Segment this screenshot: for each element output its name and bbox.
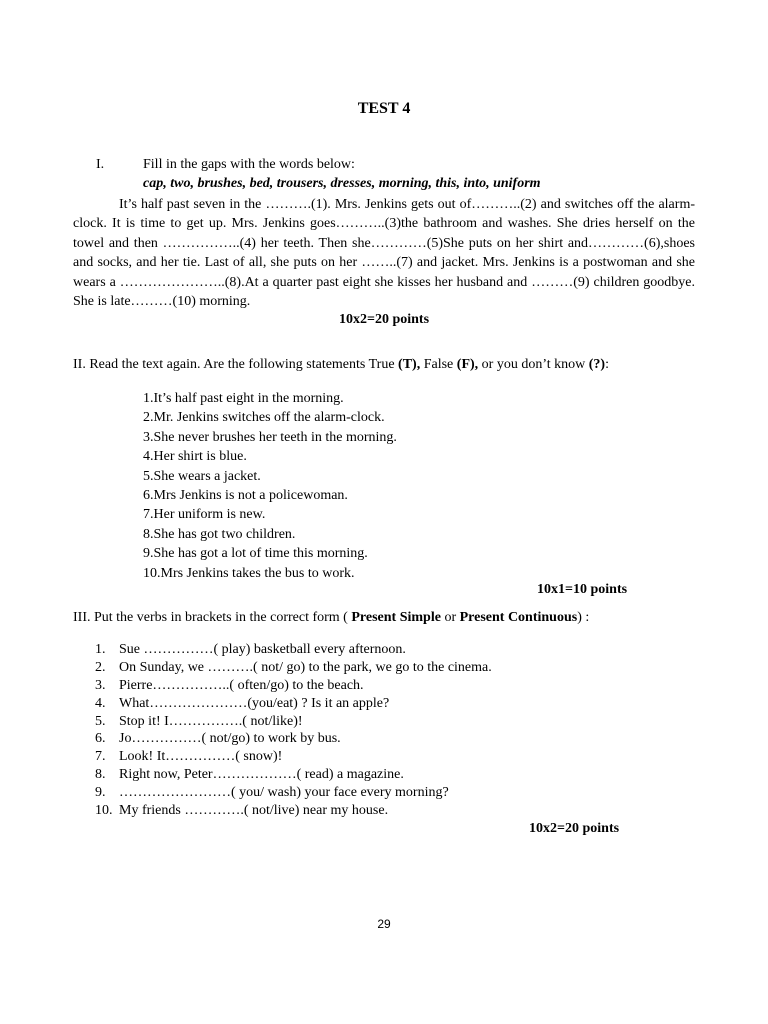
section-3-points: 10x2=20 points — [529, 821, 620, 836]
statement-item: 7.Her uniform is new. — [143, 507, 266, 523]
instr-text: ) : — [577, 610, 590, 625]
exercise-item — [95, 659, 492, 677]
unknown-marker: (?) — [588, 357, 606, 372]
item-number: 5. — [95, 713, 106, 729]
present-continuous-label: Present Continuous — [459, 610, 578, 625]
item-text: Sue ……………( play) basketball every afternoon. — [119, 642, 406, 657]
item-number: 10. — [95, 803, 113, 819]
present-simple-label: Present Simple — [351, 610, 441, 625]
exercise-item — [95, 713, 492, 731]
exercise-item — [95, 748, 492, 766]
instr-text: II. Read the text again. Are the following statements True — [73, 357, 399, 372]
exercise-item — [95, 802, 492, 820]
item-number: 1. — [95, 642, 106, 657]
page-title: TEST 4 — [357, 100, 411, 117]
section-2-points: 10x1=10 points — [537, 582, 628, 597]
statement-item: 2.Mr. Jenkins switches off the alarm-clock. — [143, 410, 385, 426]
section-1-points: 10x2=20 points — [338, 312, 430, 327]
item-text: On Sunday, we ……….( not/ go) to the park, we go to the cinema. — [119, 659, 492, 675]
section-3-instruction — [73, 610, 589, 626]
exercise-item — [95, 677, 492, 695]
item-text: Jo……………( not/go) to work by bus. — [119, 731, 341, 747]
item-number: 6. — [95, 731, 106, 747]
exercise-item — [95, 730, 492, 748]
instr-text: False — [420, 357, 457, 372]
item-number: 9. — [95, 785, 106, 801]
item-number: 4. — [95, 695, 106, 711]
section-1-number: I. — [96, 157, 105, 172]
statement-item: 6.Mrs Jenkins is not a policewoman. — [143, 487, 348, 503]
item-number: 3. — [95, 677, 106, 693]
statement-item: 8.She has got two children. — [143, 526, 296, 542]
item-text: What…………………(you/eat) ? Is it an apple? — [119, 695, 390, 711]
true-marker: (T), — [398, 357, 421, 372]
item-text: Pierre……………..( often/go) to the beach. — [119, 677, 364, 693]
statement-item: 4.Her shirt is blue. — [143, 449, 247, 465]
statement-item: 10.Mrs Jenkins takes the bus to work. — [143, 565, 355, 581]
item-number: 8. — [95, 767, 106, 783]
exercise-item — [95, 766, 492, 784]
statement-item: 9.She has got a lot of time this morning. — [143, 546, 368, 562]
verb-exercise-list — [95, 641, 492, 820]
word-bank: cap, two, brushes, bed, trousers, dresses, morning, this, into, uniform — [143, 176, 541, 191]
item-number: 7. — [95, 749, 106, 765]
item-text: ……………………( you/ wash) your face every morning? — [119, 785, 449, 801]
item-text: My friends ………….( not/live) near my house. — [119, 803, 389, 819]
statements-list — [143, 389, 397, 583]
exercise-item — [95, 641, 492, 659]
instr-text: or — [440, 610, 460, 625]
page-number: 29 — [377, 917, 391, 931]
item-number: 2. — [95, 659, 106, 675]
item-text: Right now, Peter………………( read) a magazine. — [119, 767, 404, 783]
exercise-item — [95, 695, 492, 713]
item-text: Look! It……………( snow)! — [119, 749, 283, 765]
exercise-item — [95, 784, 492, 802]
statement-item: 1.It’s half past eight in the morning. — [143, 391, 344, 406]
section-1-instruction: Fill in the gaps with the words below: — [143, 157, 355, 172]
reading-paragraph — [73, 195, 695, 311]
instr-text: : — [605, 357, 609, 372]
paragraph-text: It’s half past seven in the ……….(1). Mrs. Jenkins gets out of………..(2) and switches off the alarm-clock. It is time to get up. Mrs. Jenkins goes………..(3)the bathroom and washes. She dries herself on the towel and then ……………..(4) her teeth. Then she…………(5)She puts on her shirt and…………(6),shoes and socks, and her tie. Last of all, she puts on her ……..(7) and jacket. Mrs. Jenkins is a postwoman and she wears a …………………..(8).At a quarter past eight she kisses her husband and ………(9) children goodbye. She is late………(10) morning. — [73, 197, 695, 310]
item-text: Stop it! I…………….( not/like)! — [119, 713, 303, 729]
section-2-instruction — [73, 357, 609, 373]
instr-text: or you don’t know — [478, 357, 589, 372]
instr-text: III. Put the verbs in brackets in the correct form ( — [73, 610, 352, 625]
statement-item: 3.She never brushes her teeth in the morning. — [143, 429, 397, 445]
false-marker: (F), — [456, 357, 479, 372]
statement-item: 5.She wears a jacket. — [143, 468, 261, 484]
